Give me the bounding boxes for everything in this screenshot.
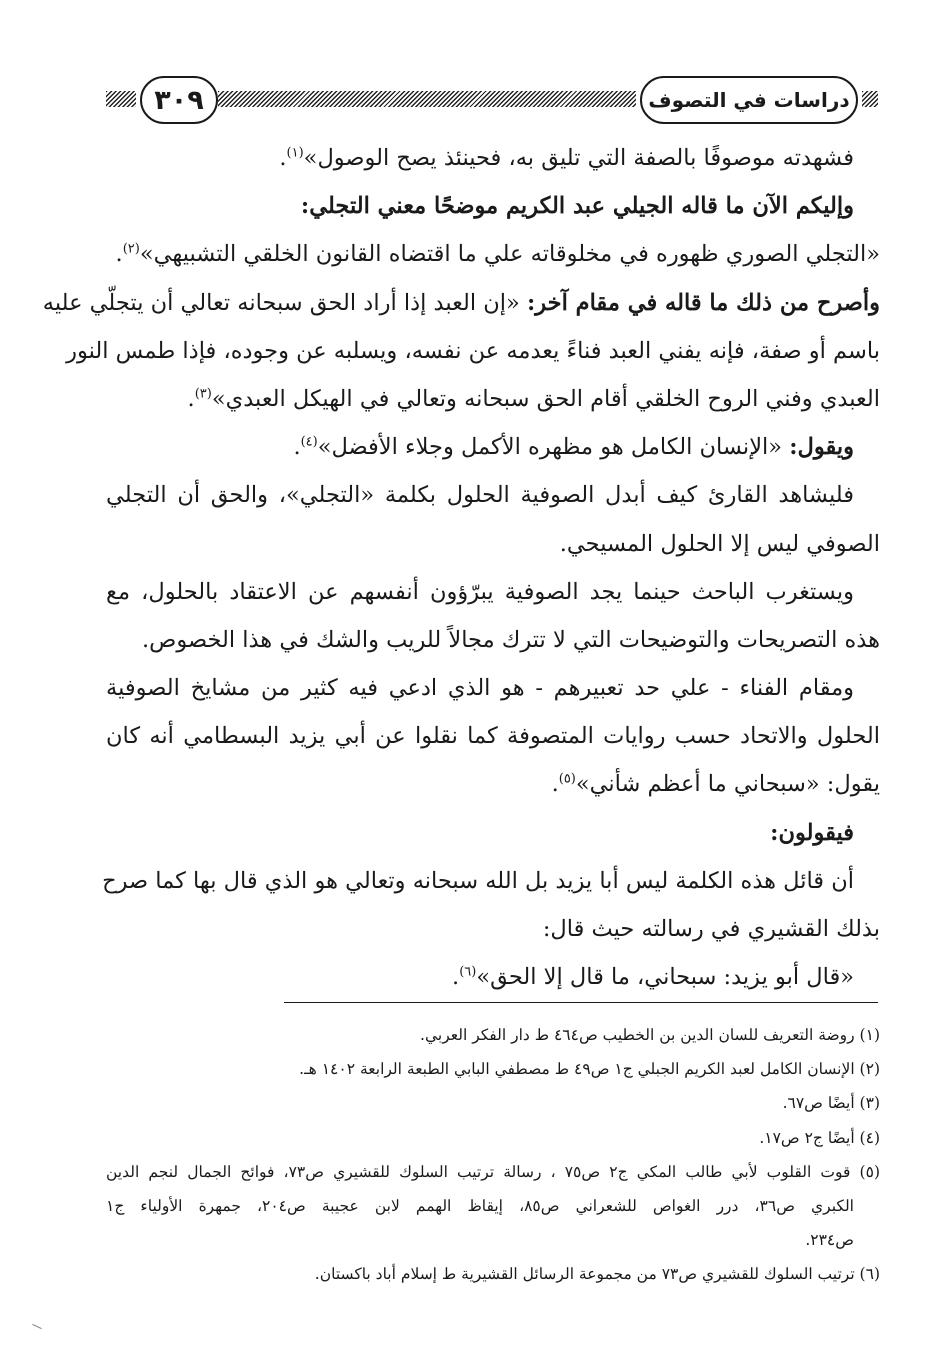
text-line: «قال أبو يزيد: سبحاني، ما قال إلا الحق»$^{(٦)}$. [452, 964, 854, 991]
text-line: وأصرح من ذلك ما قاله في مقام آخر: «إن العبد إذا أراد الحق سبحانه تعالي أن يتجلّي عليه [42, 289, 880, 316]
page-number: ٣٠٩ [140, 76, 218, 124]
footnote-ref: (٤) [300, 434, 318, 450]
text-line: هذه التصريحات والتوضيحات التي لا تترك مجالاً للريب والشك في هذا الخصوص. [141, 626, 880, 653]
text-line: أن قائل هذه الكلمة ليس أبا يزيد بل الله سبحانه وتعالي هو الذي قال بها كما صرح [102, 867, 854, 894]
body-text [42, 134, 880, 1001]
text-line: فشهدته موصوفًا بالصفة التي تليق به، فحينئذ يصح الوصول»$^{(١)}$. [279, 145, 854, 171]
footnote: (٦) ترتيب السلوك للقشيري ص٧٣ من مجموعة الرسائل القشيرية ط إسلام أباد باكستان. [314, 1265, 880, 1284]
footnote-continuation: ص٢٣٤. [805, 1231, 854, 1250]
text-line [106, 809, 880, 857]
footnote-separator [284, 1002, 878, 1003]
text-line: فليشاهد القارئ كيف أبدل الصوفية الحلول بكلمة «التجلي»، والحق أن التجلي [106, 482, 854, 509]
footnotes [106, 1018, 880, 1292]
header-ornament-middle [218, 91, 636, 107]
footnote: (٢) الإنسان الكامل لعبد الكريم الجبلي ج١ ص٤٩ ط مصطفي البابي الطبعة الرابعة ١٤٠٢ هـ. [299, 1060, 880, 1079]
footnote-ref: (٦) [459, 964, 477, 980]
text-line: «التجلي الصوري ظهوره في مخلوقاته علي ما اقتضاه القانون الخلقي التشبيهي»$^{(٢)}$. [115, 241, 880, 268]
text-line: الحلول والاتحاد حسب روايات المتصوفة كما نقلوا عن أبي يزيد البسطامي أنه كان [106, 723, 880, 750]
text-line [106, 182, 880, 230]
text-line: الصوفي ليس إلا الحلول المسيحي. [559, 530, 880, 557]
footnote-ref: (٣) [194, 386, 212, 402]
header-ornament-right [862, 91, 878, 107]
text-line: باسم أو صفة، فإنه يفني العبد فناءً يعدمه عن نفسه، ويسلبه عن وجوده، فإذا طمس النور [66, 337, 880, 364]
running-header [106, 70, 878, 130]
text-line: يقول: «سبحاني ما أعظم شأني»$^{(٥)}$. [551, 771, 880, 798]
bold-lead: فيقولون: [770, 819, 854, 846]
text-line: ومقام الفناء - علي حد تعبيرهم - هو الذي ادعي فيه كثير من مشايخ الصوفية [106, 675, 854, 702]
text-line: ويقول: «الإنسان الكامل هو مظهره الأكمل وجلاء الأفضل»$^{(٤)}$. [293, 434, 854, 461]
footnote-ref: (١) [286, 145, 304, 161]
text-line: العبدي وفني الروح الخلقي أقام الحق سبحانه وتعالي في الهيكل العبدي»$^{(٣)}$. [187, 385, 880, 412]
footnote: (٥) قوت القلوب لأبي طالب المكي ج٢ ص٧٥ ، رسالة ترتيب السلوك للقشيري ص٧٣، فوائح الجمال لنجم الدين [106, 1162, 880, 1181]
scan-mark [32, 1324, 41, 1329]
footnote: (١) روضة التعريف للسان الدين بن الخطيب ص٤٦٤ ط دار الفكر العربي. [420, 1026, 880, 1044]
header-ornament-left [106, 91, 136, 107]
footnote-ref: (٥) [558, 771, 576, 787]
running-title: دراسات في التصوف [640, 76, 858, 124]
bold-lead: ويقول: [789, 434, 854, 461]
text-line: ويستغرب الباحث حينما يجد الصوفية يبرّؤون أنفسهم عن الاعتقاد بالحلول، مع [106, 578, 854, 605]
bold-lead: وإليكم الآن ما قاله الجيلي عبد الكريم موضحًا معني التجلي: [300, 193, 854, 220]
footnote: (٤) أيضًا ج٢ ص١٧. [759, 1128, 880, 1147]
footnote: (٣) أيضًا ص٦٧. [782, 1094, 880, 1113]
text-line: بذلك القشيري في رسالته حيث قال: [542, 916, 880, 942]
footnote-ref: (٢) [122, 241, 140, 257]
footnote-continuation: الكبري ص٣٦، درر الغواص للشعراني ص٨٥، إيقاظ الهمم لابن عجيبة ص٢٠٤، جمهرة الأولياء ج١ [106, 1196, 854, 1215]
bold-lead: وأصرح من ذلك ما قاله في مقام آخر: [526, 289, 880, 316]
